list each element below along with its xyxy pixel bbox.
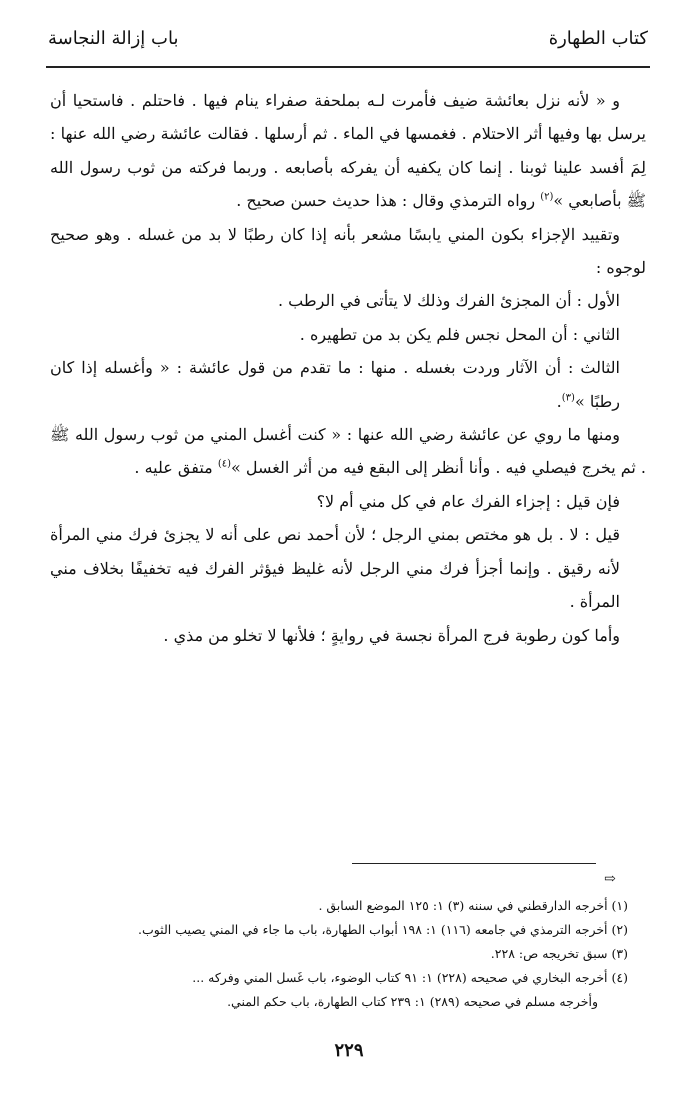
paragraph-hadith-washing: ومنها ما روي عن عائشة رضي الله عنها : « كنت أغسل المني من ثوب رسول الله ﷺ . ثم يخرج فيصلي فيه . وأنا أنظر إلى البقع فيه من أثر الغسل »$^{(٤)}$ متفق عليه . bbox=[50, 425, 646, 478]
continuation-arrow-icon: ⇨ bbox=[604, 871, 616, 887]
closing-paragraph: وأما كون رطوبة فرج المرأة نجسة في روايةٍ ؛ فلأنها لا تخلو من مذي . bbox=[163, 625, 620, 645]
footnote-ref-2: (٢) bbox=[540, 191, 554, 203]
footnote-2: (٢) أخرجه الترمذي في جامعه (١١٦) ١: ١٩٨ أبواب الطهارة، باب ما جاء في المني يصيب الثوب. bbox=[137, 922, 628, 937]
reason-second: الثاني : أن المحل نجس فلم يكن بد من تطهيره . bbox=[299, 324, 620, 344]
reason-third: الثالث : أن الآثار وردت بغسله . منها : ما تقدم من قول عائشة : « وأغسله إذا كان رطبًا »$^{(٣)}$. bbox=[50, 358, 620, 411]
main-text bbox=[50, 84, 646, 652]
footnotes bbox=[60, 894, 628, 1014]
header-chapter-title: باب إزالة النجاسة bbox=[48, 28, 179, 49]
reason-first: الأول : أن المجزئ الفرك وذلك لا يتأتى في الرطب . bbox=[278, 291, 620, 311]
footnote-4-continuation: وأخرجه مسلم في صحيحه (٢٨٩) ١: ٢٣٩ كتاب الطهارة، باب حكم المني. bbox=[227, 994, 598, 1009]
footnote-divider bbox=[352, 863, 596, 864]
header-book-title: كتاب الطهارة bbox=[548, 28, 648, 49]
page-number: ٢٢٩ bbox=[334, 1040, 364, 1061]
paragraph-wet-condition: وتقييد الإجزاء بكون المني يابسًا مشعر بأنه إذا كان رطبًا لا بد من غسله . وهو صحيح لوجوه : bbox=[50, 224, 646, 278]
footnote-ref-3: (٣) bbox=[561, 392, 575, 404]
footnote-1: (١) أخرجه الدارقطني في سننه (٣) ١: ١٢٥ الموضع السابق . bbox=[318, 898, 628, 913]
header-divider bbox=[46, 66, 650, 68]
running-header bbox=[48, 28, 648, 49]
answer: قيل : لا . بل هو مختص بمني الرجل ؛ لأن أحمد نص على أنه لا يجزئ فرك مني المرأة لأنه رقيق . وإنما أجزأ فرك مني الرجل لأنه غليظ فيؤثر الفرك فيه تخفيفًا بخلاف مني المرأة . bbox=[50, 525, 620, 612]
footnote-4: (٤) أخرجه البخاري في صحيحه (٢٢٨) ١: ٩١ كتاب الوضوء، باب غَسل المني وفركه ... bbox=[192, 970, 628, 985]
question: فإن قيل : إجزاء الفرك عام في كل مني أم لا؟ bbox=[316, 491, 620, 511]
footnote-3: (٣) سبق تخريجه ص: ٢٢٨. bbox=[490, 946, 628, 961]
paragraph-aisha-guest: و « لأنه نزل بعائشة ضيف فأمرت لـه بملحفة صفراء ينام فيها . فاحتلم . فاستحيا أن يرسل بها وفيها أثر الاحتلام . فغمسها في الماء . ثم أرسلها . فقالت عائشة رضي الله عنها : لِمَ أفسد علينا ثوبنا . إنما كان يكفيه أن يفركه بأصابعه . وربما فركته من ثوب رسول الله ﷺ بأصابعي »$^{(٢)}$ رواه الترمذي وقال : هذا حديث حسن صحيح . bbox=[50, 91, 646, 211]
footnote-ref-4: (٤) bbox=[217, 459, 232, 471]
